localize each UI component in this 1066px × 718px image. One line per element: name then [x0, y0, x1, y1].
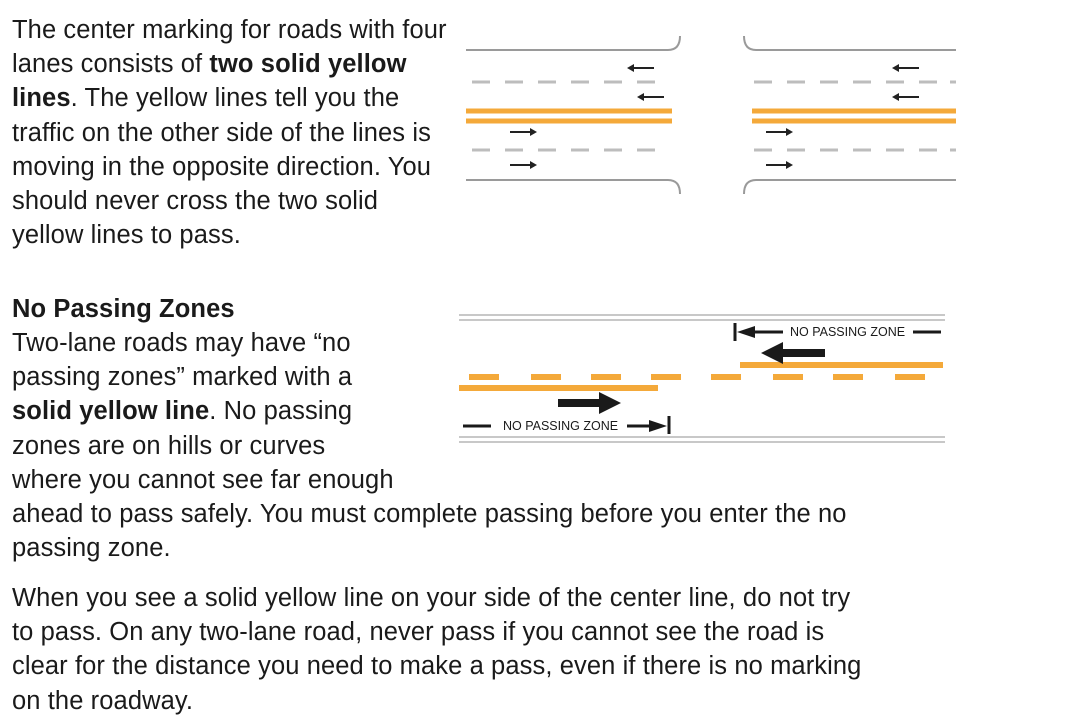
arrow-left-icon	[892, 93, 919, 101]
four-lane-road-diagram	[462, 28, 962, 203]
text-line-rest: . No passing	[209, 397, 353, 426]
text-line: passing zone.	[12, 534, 171, 563]
road-edge-bottom	[459, 437, 945, 442]
arrow-left-icon	[637, 93, 664, 101]
arrow-right-icon	[510, 128, 537, 136]
text-line: to pass. On any two-lane road, never pass if you cannot see the road is	[12, 618, 825, 647]
traffic-arrow-left-icon	[761, 342, 825, 364]
text-line: zones are on hills or curves	[12, 431, 326, 460]
four-lane-text-start: The center marking for roads with four lanes consists of	[12, 16, 447, 79]
arrow-right-icon	[766, 161, 793, 169]
arrow-right-icon	[510, 161, 537, 169]
four-lane-description	[12, 13, 452, 252]
text-line: Two-lane roads may have “no	[12, 329, 351, 357]
four-lane-right-segment	[744, 36, 956, 194]
text-line: clear for the distance you need to make a pass, even if there is no marking	[12, 652, 862, 681]
no-passing-zone-label-top: NO PASSING ZONE	[790, 325, 906, 339]
text-line: When you see a solid yellow line on your side of the center line, do not try	[12, 584, 851, 612]
two-solid-yellow-lines-emphasis: two solid yellow lines	[12, 50, 407, 113]
arrow-right-icon	[766, 128, 793, 136]
four-lane-left-segment	[466, 36, 680, 194]
road-edge-top	[459, 315, 945, 320]
solid-yellow-line-emphasis: solid yellow line	[12, 397, 210, 426]
traffic-arrow-right-icon	[558, 392, 621, 414]
no-passing-zone-label-bottom: NO PASSING ZONE	[503, 419, 619, 433]
text-line: on the roadway.	[12, 686, 194, 715]
no-passing-zone-diagram	[455, 310, 955, 450]
arrow-left-icon	[627, 64, 654, 72]
solid-line-advice-paragraph	[12, 581, 1012, 718]
four-lane-text-end: . The yellow lines tell you the traffic on the other side of the lines is moving in the opposite direction. You should never cross the two solid yellow lines to pass.	[12, 84, 432, 250]
text-line: where you cannot see far enough	[12, 465, 394, 494]
no-passing-heading: No Passing Zones	[12, 295, 235, 323]
text-line: passing zones” marked with a	[12, 363, 353, 392]
text-line: ahead to pass safely. You must complete passing before you enter the no	[12, 500, 847, 529]
arrow-left-icon	[892, 64, 919, 72]
